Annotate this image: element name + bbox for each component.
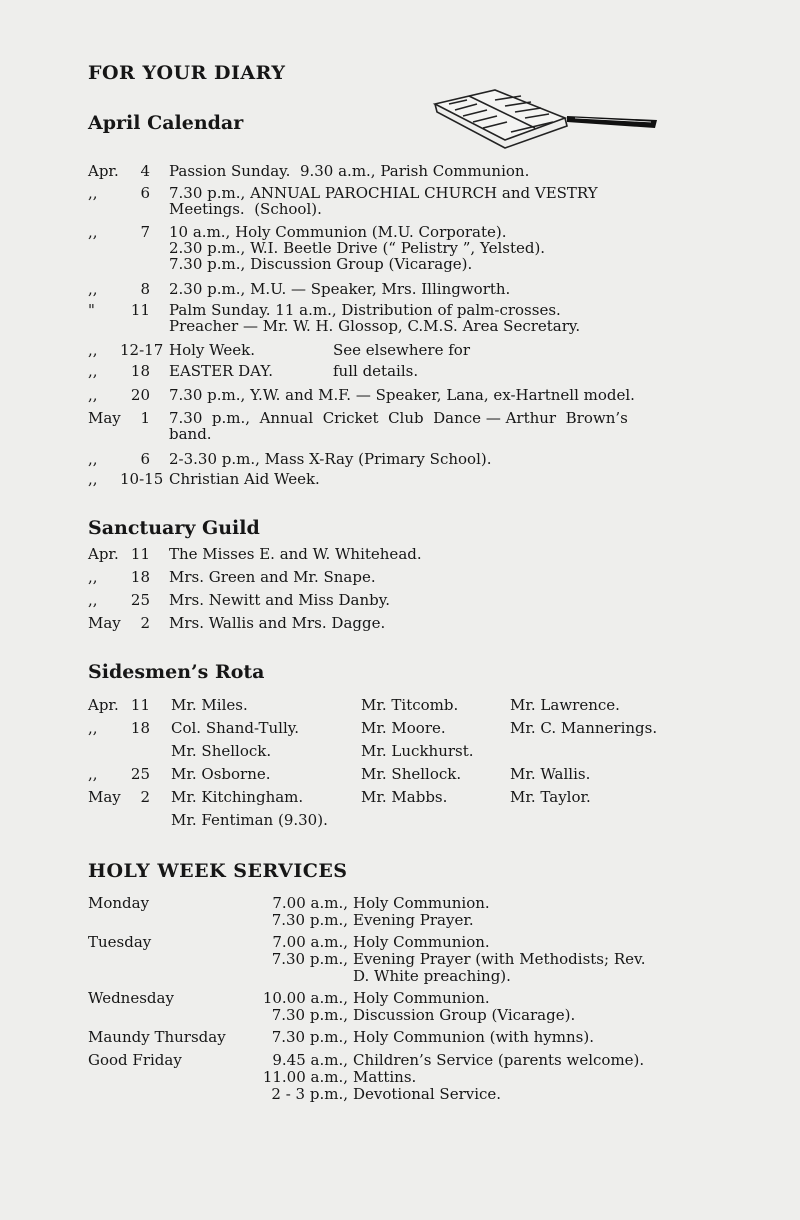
service-time: 7.30 p.m.,	[271, 911, 348, 929]
rota-name: Mr. Moore.	[361, 719, 446, 737]
calendar-date: 12-17	[120, 341, 164, 359]
service-description: Devotional Service.	[353, 1085, 502, 1103]
rota-name: Mr. Mabbs.	[361, 788, 448, 806]
rota-name: Mr. Kitchingham.	[171, 788, 304, 806]
service-day: Wednesday	[88, 989, 174, 1007]
service-time: 10.00 a.m.,	[262, 989, 348, 1007]
rota-date: 18	[130, 719, 150, 737]
rota-name: Mr. Wallis.	[510, 765, 591, 783]
calendar-date: 18	[130, 362, 150, 380]
service-time: 7.30 p.m.,	[271, 1006, 348, 1024]
calendar-date: 8	[140, 280, 150, 298]
service-time: 9.45 a.m.,	[272, 1051, 348, 1069]
service-time: 7.30 p.m.,	[271, 950, 348, 968]
page-title: FOR YOUR DIARY	[88, 62, 286, 84]
calendar-entry: Passion Sunday. 9.30 a.m., Parish Communion.	[169, 162, 530, 180]
service-description: Holy Communion.	[353, 989, 490, 1007]
rota-name: Mr. Shellock.	[171, 742, 272, 760]
guild-month: ,,	[88, 591, 98, 609]
service-description: D. White preaching).	[353, 967, 511, 985]
calendar-entry: 10 a.m., Holy Communion (M.U. Corporate).	[169, 223, 507, 241]
rota-name: Mr. Titcomb.	[361, 696, 459, 714]
calendar-month: May	[88, 409, 121, 427]
calendar-entry: Holy Week.	[169, 341, 255, 359]
rota-name: Mr. Luckhurst.	[361, 742, 474, 760]
service-description: Discussion Group (Vicarage).	[353, 1006, 576, 1024]
calendar-note: See elsewhere for	[333, 341, 470, 359]
sidesmen-rota-heading: Sidesmen’s Rota	[88, 661, 265, 683]
service-day: Good Friday	[88, 1051, 182, 1069]
calendar-entry: Christian Aid Week.	[169, 470, 320, 488]
calendar-note: full details.	[333, 362, 419, 380]
service-time: 11.00 a.m.,	[262, 1068, 348, 1086]
holy-week-heading: HOLY WEEK SERVICES	[88, 860, 348, 882]
rota-date: 25	[130, 765, 150, 783]
diary-pen-icon	[425, 82, 660, 154]
rota-name: Mr. C. Mannerings.	[510, 719, 658, 737]
april-calendar-heading: April Calendar	[88, 112, 244, 134]
guild-date: 18	[130, 568, 150, 586]
service-description: Children’s Service (parents welcome).	[353, 1051, 645, 1069]
guild-month: May	[88, 614, 121, 632]
calendar-month: Apr.	[88, 162, 119, 180]
rota-name: Col. Shand-Tully.	[171, 719, 300, 737]
calendar-month: ,,	[88, 470, 98, 488]
calendar-month: ,,	[88, 386, 98, 404]
guild-names: Mrs. Green and Mr. Snape.	[169, 568, 376, 586]
calendar-entry: 2.30 p.m., M.U. — Speaker, Mrs. Illingworth.	[169, 280, 511, 298]
calendar-entry: 2-3.30 p.m., Mass X-Ray (Primary School).	[169, 450, 492, 468]
guild-month: Apr.	[88, 545, 119, 563]
calendar-date: 20	[130, 386, 150, 404]
service-time: 7.00 a.m.,	[272, 894, 348, 912]
guild-names: Mrs. Newitt and Miss Danby.	[169, 591, 391, 609]
calendar-entry: Meetings. (School).	[169, 200, 322, 218]
service-description: Evening Prayer.	[353, 911, 474, 929]
calendar-month: ,,	[88, 184, 98, 202]
calendar-date: 7	[140, 223, 150, 241]
service-day: Monday	[88, 894, 150, 912]
rota-name: Mr. Miles.	[171, 696, 248, 714]
rota-name: Mr. Taylor.	[510, 788, 591, 806]
calendar-entry: 7.30 p.m., Discussion Group (Vicarage).	[169, 255, 473, 273]
guild-date: 2	[140, 614, 150, 632]
calendar-month: "	[88, 301, 95, 319]
rota-date: 11	[130, 696, 150, 714]
calendar-month: ,,	[88, 280, 98, 298]
calendar-month: ,,	[88, 450, 98, 468]
calendar-entry: 2.30 p.m., W.I. Beetle Drive (“ Pelistry ”, Yelsted).	[169, 239, 546, 257]
service-description: Evening Prayer (with Methodists; Rev.	[353, 950, 646, 968]
calendar-month: ,,	[88, 341, 98, 359]
rota-month: ,,	[88, 719, 98, 737]
calendar-entry: Palm Sunday. 11 a.m., Distribution of palm-crosses.	[169, 301, 561, 319]
service-description: Holy Communion.	[353, 894, 490, 912]
rota-name: Mr. Osborne.	[171, 765, 271, 783]
service-time: 7.00 a.m.,	[272, 933, 348, 951]
rota-date: 2	[140, 788, 150, 806]
calendar-entry: Preacher — Mr. W. H. Glossop, C.M.S. Area Secretary.	[169, 317, 581, 335]
guild-names: Mrs. Wallis and Mrs. Dagge.	[169, 614, 386, 632]
guild-date: 25	[130, 591, 150, 609]
calendar-date: 11	[130, 301, 150, 319]
calendar-date: 4	[140, 162, 150, 180]
calendar-entry: band.	[169, 425, 212, 443]
calendar-entry: 7.30 p.m., ANNUAL PAROCHIAL CHURCH and VESTRY	[169, 184, 598, 202]
guild-month: ,,	[88, 568, 98, 586]
calendar-month: ,,	[88, 223, 98, 241]
service-description: Holy Communion (with hymns).	[353, 1028, 594, 1046]
calendar-month: ,,	[88, 362, 98, 380]
rota-name: Mr. Shellock.	[361, 765, 462, 783]
calendar-entry: 7.30 p.m., Annual Cricket Club Dance — Arthur Brown’s	[169, 409, 628, 427]
guild-names: The Misses E. and W. Whitehead.	[169, 545, 422, 563]
calendar-entry: 7.30 p.m., Y.W. and M.F. — Speaker, Lana, ex-Hartnell model.	[169, 386, 635, 404]
calendar-date: 6	[140, 184, 150, 202]
rota-name: Mr. Fentiman (9.30).	[171, 811, 328, 829]
service-time: 7.30 p.m.,	[271, 1028, 348, 1046]
calendar-date: 1	[140, 409, 150, 427]
sanctuary-guild-heading: Sanctuary Guild	[88, 517, 260, 539]
rota-month: May	[88, 788, 121, 806]
calendar-entry: EASTER DAY.	[169, 362, 274, 380]
service-day: Maundy Thursday	[88, 1028, 226, 1046]
service-description: Holy Communion.	[353, 933, 490, 951]
service-day: Tuesday	[88, 933, 152, 951]
calendar-date: 6	[140, 450, 150, 468]
rota-month: Apr.	[88, 696, 119, 714]
rota-name: Mr. Lawrence.	[510, 696, 620, 714]
calendar-date: 10-15	[120, 470, 164, 488]
guild-date: 11	[130, 545, 150, 563]
service-description: Mattins.	[353, 1068, 417, 1086]
service-time: 2 - 3 p.m.,	[271, 1085, 348, 1103]
rota-month: ,,	[88, 765, 98, 783]
